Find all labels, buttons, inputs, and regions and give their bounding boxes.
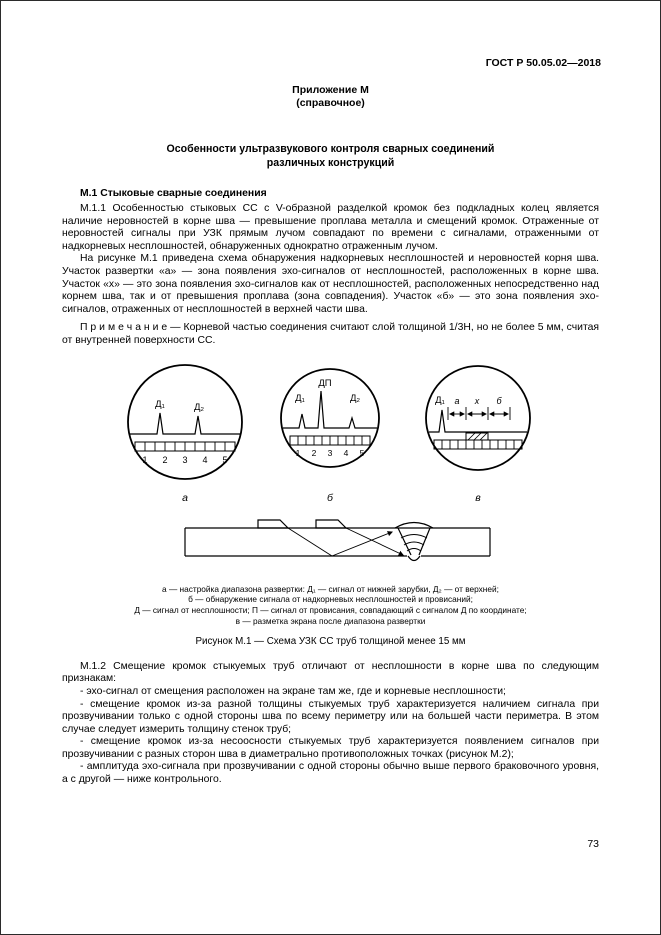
screen-b-dp-label: ДП [318,377,332,389]
screen-v-zone-ticks [448,407,510,420]
screen-a-scale-1: 1 [142,454,148,465]
paragraph-m1-2-item-1: - эхо-сигнал от смещения расположен на экране там же, где и корневые несплошности; [80,685,506,697]
zone-a-label: а [454,395,460,406]
screen-b-d2-label: Д₂ [349,392,361,404]
screen-a-trace [130,413,240,434]
paragraph-m1-1: М.1.1 Особенностью стыковых СС с V-образной разделкой кромок без подкладных колец является наличие неровностей в корне шва — превышение проплава металла и смещений кромок. Отраженные от неровностей сигналы при УЗК прямым лучом совпадают по времени с сигналами, отраженными от надкорневых несплошностей, обнаруженных однократно отраженным лучом. [62,203,599,252]
screen-a-sublabel: а [182,491,188,504]
screen-v-ruler [434,440,522,449]
screen-b-ruler-ticks [298,436,362,445]
document-title [62,143,599,170]
probe-2 [316,520,346,528]
document-title-line1: Особенности ультразвукового контроля сварных соединений [166,143,495,155]
screen-a-scale-3: 3 [182,454,188,465]
screen-a-d1-label: Д₁ [155,398,165,410]
screen-b-scale-3: 3 [327,447,333,458]
screen-b-sublabel: б [327,491,333,504]
legend-line-dp: Д — сигнал от несплошности; П — сигнал от провисания, совпадающий с сигналом Д по координате; [134,605,527,616]
legend-line-a: а — настройка диапазона развертки: Д₁ — сигнал от нижней зарубки, Д₂ — от верхней; [162,583,499,594]
screen-a-d2-label: Д₂ [193,401,205,413]
figure-m1 [62,354,599,647]
section-m1-heading: М.1 Стыковые сварные соединения [80,188,267,199]
screen-a-scale-4: 4 [202,454,208,465]
screen-b-scale-2: 2 [311,447,317,458]
coincidence-zone-hatch [468,433,487,440]
figure-caption: Рисунок М.1 — Схема УЗК СС труб толщиной менее 15 мм [195,635,466,647]
paragraph-m1-2-intro: М.1.2 Смещение кромок стыкуемых труб отличают от несплошности в корне шва по следующим признакам: [62,660,599,685]
screen-b-scale-5: 5 [359,447,365,458]
probe-1 [258,520,288,528]
screen-v [426,366,530,470]
screen-v-trace [429,410,527,432]
screen-a-scale-5: 5 [222,454,228,465]
screens-diagram [62,354,599,506]
screen-v-ruler-ticks [442,440,514,449]
weld-groove [398,528,430,555]
legend-line-b: б — обнаружение сигнала от надкорневых несплошностей и провисаний; [188,594,473,605]
note-m1: П р и м е ч а н и е — Корневой частью соединения считают слой толщиной 1/3Н, но не более 5 мм, считая от внутренней поверхности СС. [62,322,599,346]
weld-reinforcement [395,522,433,528]
screen-a-ruler-ticks [145,442,225,451]
direct-beam [346,528,403,555]
annex-subtitle: (справочное) [296,97,365,109]
gost-number: ГОСТ Р 50.05.02—2018 [485,57,601,69]
weld-root-bump [408,556,420,561]
weld-cross-section [62,510,599,576]
paragraph-m1-2-item-2: - смещение кромок из-за разной толщины стыкуемых труб характеризуется наличием сигнала при прозвучивании только с одной стороны шва по всему периметру или на большей части периметра. В этом случае следует измерить толщину стенок труб; [62,698,599,735]
legend-line-v: в — разметка экрана после диапазона развертки [235,615,426,626]
screen-v-circle [426,366,530,470]
screen-a-scale-2: 2 [162,454,168,465]
screen-b-d1-label: Д₁ [295,392,305,404]
figure-legend [62,584,599,627]
page-number: 73 [587,838,599,850]
paragraph-m1-2-item-4: - амплитуда эхо-сигнала при прозвучивании с одной стороны обычно выше первого браковочного уровня, а с другой — ниже контрольного. [62,761,599,786]
zone-b-label: б [496,395,502,406]
paragraph-m1-1-continued: На рисунке М.1 приведена схема обнаружения надкорневых несплошностей и неровностей корня шва. Участок развертки «а» — зона появления эхо-сигналов от несплошностей, расположенных в корне шва. Участок «х» — это зона появления эхо-сигналов как от несплошностей, расположенных непосредственно над корнем шва, так и от превышения проплава (зона совпадения). Участок «б» — это зона появления эхо-сигналов, отраженных от несплошностей в верхней части шва. [62,253,599,315]
document-title-line2: различных конструкций [266,156,395,169]
screen-b-scale-4: 4 [343,447,349,458]
page-content [62,0,599,787]
paragraph-m1-2-item-3: - смещение кромок из-за несоосности стыкуемых труб характеризуется появлением сигналов при прозвучивании с разных сторон шва в диаметрально противоположных точках (рисунок М.2); [62,736,599,760]
annex-title: Приложение М [292,84,369,96]
screen-v-sublabel: в [475,491,481,504]
screen-v-d1-label: Д₁ [435,394,445,406]
pipe-wall [185,528,490,556]
screen-b-scale-1: 1 [295,447,301,458]
zone-x-label: х [474,395,480,406]
